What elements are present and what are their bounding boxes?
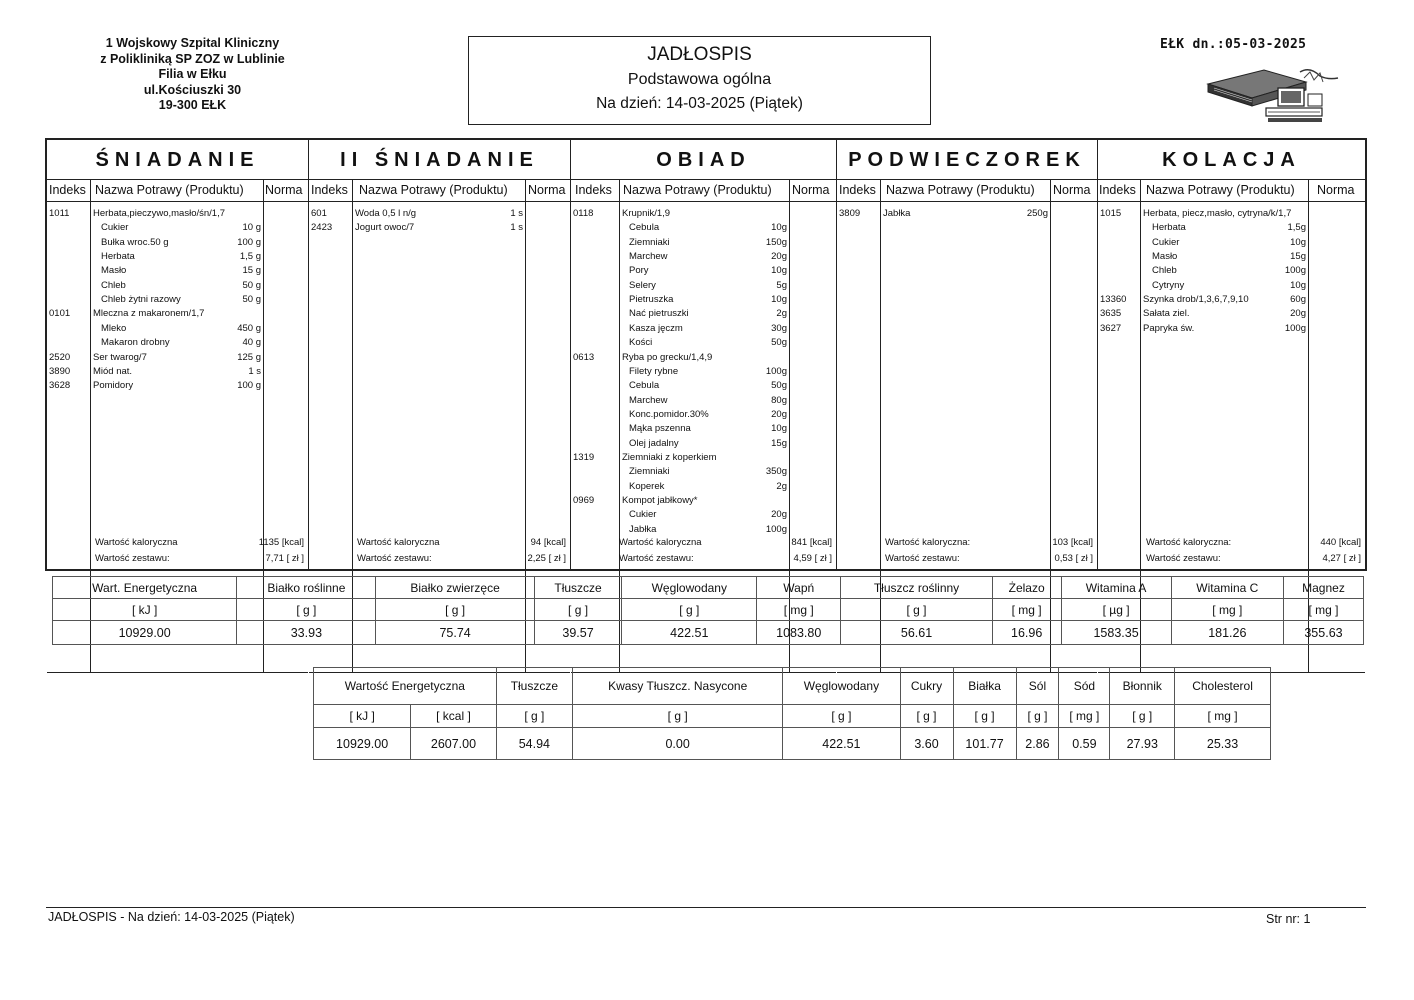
nutrient-unit: [ g ] — [1110, 705, 1175, 728]
menu-item-row — [47, 264, 308, 278]
menu-item-row — [47, 279, 308, 293]
header-name: Nazwa Potrawy (Produktu) — [95, 183, 244, 197]
nutrient-value: 33.93 — [237, 621, 376, 645]
nutrient-unit: [ mg ] — [757, 599, 841, 621]
item-index: 0101 — [49, 308, 71, 320]
nutrient-value: 56.61 — [841, 621, 992, 645]
menu-item-row — [571, 480, 836, 494]
item-norm: 15g — [1290, 251, 1306, 263]
nutrient-header: Białka — [953, 668, 1016, 705]
calorie-value-label: Wartość kaloryczna: — [885, 537, 971, 548]
item-name: Mleko — [101, 322, 127, 334]
nutrient-unit: [ mg ] — [1175, 705, 1271, 728]
item-norm: 100g — [765, 523, 787, 535]
set-cost-amount: 4,27 [ zł ] — [1322, 553, 1361, 564]
column-headers — [837, 180, 1097, 202]
item-name: Cukier — [629, 509, 657, 521]
menu-item-row — [1098, 207, 1365, 221]
item-norm: 50g — [771, 337, 787, 349]
institution-line: z Polikliniką SP ZOZ w Lublinie — [100, 51, 285, 66]
item-name: Makaron drobny — [101, 337, 170, 349]
item-norm: 10g — [1290, 236, 1306, 248]
item-norm: 50g — [771, 380, 787, 392]
item-name: Koperek — [629, 480, 665, 492]
nutrient-unit: [ mg ] — [1171, 599, 1283, 621]
calorie-value-label: Wartość kaloryczna — [619, 537, 702, 548]
nutrient-value: 355.63 — [1283, 621, 1363, 645]
set-cost-label: Wartość zestawu: — [1146, 553, 1221, 564]
menu-item-row — [1098, 322, 1365, 336]
item-norm: 1,5g — [1287, 222, 1306, 234]
nutrient-header: Błonnik — [1110, 668, 1175, 705]
item-name: Konc.pomidor.30% — [629, 408, 709, 420]
institution-line: ul.Kościuszki 30 — [143, 82, 242, 97]
column-headers — [571, 180, 836, 202]
nutrient-header: Wartość Energetyczna — [314, 668, 497, 705]
nutrient-value: 181.26 — [1171, 621, 1283, 645]
meal-title: ŚNIADANIE — [47, 140, 308, 180]
item-index: 0613 — [573, 351, 595, 363]
menu-item-row — [47, 336, 308, 350]
item-name: Herbata, piecz,masło, cytryna/k/1,7 — [1143, 208, 1292, 219]
item-index: 3890 — [49, 365, 71, 377]
item-norm: 30g — [771, 322, 787, 334]
nutrient-unit: [ mg ] — [992, 599, 1061, 621]
item-norm: 15g — [771, 437, 787, 449]
nutrient-value: 1083.80 — [757, 621, 841, 645]
set-cost — [47, 551, 308, 566]
meal-column — [571, 140, 837, 569]
item-name: Pomidory — [93, 380, 134, 392]
item-index: 1319 — [573, 451, 595, 463]
item-norm: 1 s — [510, 222, 523, 234]
calorie-value-label: Wartość kaloryczna — [357, 537, 440, 548]
nutrient-header: Witamina A — [1061, 577, 1171, 599]
calorie-value — [47, 535, 308, 550]
nutrient-value: 27.93 — [1110, 728, 1175, 760]
meal-title: OBIAD — [571, 140, 836, 180]
menu-table — [45, 138, 1367, 571]
calorie-value-amount: 440 [kcal] — [1320, 537, 1361, 548]
menu-item-row — [571, 307, 836, 321]
meal-column — [1098, 140, 1365, 569]
nutrient-header: Sól — [1016, 668, 1059, 705]
item-name: Marchew — [629, 251, 668, 263]
nutrient-value: 1583.35 — [1061, 621, 1171, 645]
item-index: 1011 — [49, 208, 70, 219]
footer-title: JADŁOSPIS - Na dzień: 14-03-2025 (Piątek) — [48, 910, 295, 924]
meal-title: PODWIECZOREK — [837, 140, 1097, 180]
item-name: Masło — [1152, 251, 1178, 263]
item-name: Chleb żytni razowy — [101, 294, 181, 306]
nutrient-header: Witamina C — [1171, 577, 1283, 599]
set-cost — [309, 551, 570, 566]
nutrient-value: 3.60 — [900, 728, 953, 760]
header-index: Indeks — [575, 183, 612, 197]
nutrient-unit: [ g ] — [573, 705, 783, 728]
set-cost-label: Wartość zestawu: — [95, 553, 170, 564]
menu-item-row — [1098, 279, 1365, 293]
set-cost — [1098, 551, 1365, 566]
nutrient-unit: [ kJ ] — [314, 705, 411, 728]
item-name: Kompot jabłkowy* — [622, 495, 698, 506]
menu-item-row — [1098, 250, 1365, 264]
item-norm: 10g — [1290, 279, 1306, 291]
place-date: EŁK dn.:05-03-2025 — [1160, 37, 1307, 52]
item-name: Kości — [629, 337, 653, 349]
set-cost-amount: 7,71 [ zł ] — [265, 553, 304, 564]
item-name: Ziemniaki z koperkiem — [622, 451, 717, 463]
item-name: Ziemniaki — [629, 236, 670, 248]
item-index: 3627 — [1100, 322, 1122, 334]
header-index: Indeks — [49, 183, 86, 197]
nutrient-unit: [ mg ] — [1059, 705, 1110, 728]
nutrient-header: Cukry — [900, 668, 953, 705]
item-index: 3809 — [839, 208, 861, 219]
column-headers — [309, 180, 570, 202]
nutrient-unit: [ kcal ] — [411, 705, 496, 728]
nutrient-unit: [ µg ] — [1061, 599, 1171, 621]
nutrient-unit: [ mg ] — [1283, 599, 1363, 621]
item-name: Herbata — [101, 251, 135, 263]
item-norm: 60g — [1290, 294, 1306, 306]
set-cost-amount: 4,59 [ zł ] — [793, 553, 832, 564]
menu-item-row — [837, 207, 1097, 221]
set-cost-label: Wartość zestawu: — [885, 553, 960, 564]
menu-item-row — [47, 307, 308, 321]
nutrient-value: 39.57 — [534, 621, 622, 645]
item-norm: 1,5 g — [239, 251, 261, 263]
set-cost-amount: 2,25 [ zł ] — [527, 553, 566, 564]
item-index: 601 — [311, 208, 327, 219]
item-norm: 2g — [776, 308, 787, 320]
item-name: Miód nat. — [93, 365, 133, 377]
item-name: Chleb — [1152, 265, 1177, 277]
nutrient-unit: [ g ] — [496, 705, 572, 728]
nutrient-header: Węglowodany — [783, 668, 900, 705]
header-norm: Norma — [528, 183, 566, 197]
menu-item-row — [47, 322, 308, 336]
page-number: Str nr: 1 — [1266, 912, 1311, 926]
nutrient-value: 422.51 — [783, 728, 900, 760]
item-name: Masło — [101, 265, 127, 277]
menu-item-row — [571, 422, 836, 436]
nutrient-value: 0.59 — [1059, 728, 1110, 760]
nutrient-header: Magnez — [1283, 577, 1363, 599]
nutrient-value: 25.33 — [1175, 728, 1271, 760]
nutrient-header: Wapń — [757, 577, 841, 599]
item-name: Szynka drob/1,3,6,7,9,10 — [1143, 294, 1249, 306]
meal-column — [309, 140, 571, 569]
menu-item-row — [47, 365, 308, 379]
item-name: Cytryny — [1152, 279, 1185, 291]
item-name: Herbata — [1152, 222, 1186, 234]
item-norm: 40 g — [242, 337, 261, 349]
menu-item-row — [1098, 236, 1365, 250]
item-norm: 100 g — [237, 236, 261, 248]
item-index: 2423 — [311, 222, 333, 234]
item-norm: 100 g — [237, 380, 261, 392]
item-index: 0118 — [573, 208, 594, 219]
header-name: Nazwa Potrawy (Produktu) — [359, 183, 508, 197]
menu-item-row — [571, 465, 836, 479]
nutrient-header: Tłuszcze — [496, 668, 572, 705]
meal-column — [47, 140, 309, 569]
menu-item-row — [1098, 264, 1365, 278]
menu-item-row — [571, 508, 836, 522]
calorie-value — [1098, 535, 1365, 550]
item-norm: 10g — [771, 423, 787, 435]
item-name: Pietruszka — [629, 294, 674, 306]
calorie-value-amount: 103 [kcal] — [1052, 537, 1093, 548]
menu-item-row — [47, 351, 308, 365]
item-norm: 450 g — [237, 322, 261, 334]
set-cost-label: Wartość zestawu: — [357, 553, 432, 564]
item-norm: 20g — [1290, 308, 1306, 320]
calorie-value — [837, 535, 1097, 550]
nutrient-header: Tłuszcze — [534, 577, 622, 599]
menu-item-row — [571, 394, 836, 408]
item-name: Ser twarog/7 — [93, 351, 147, 363]
column-headers — [47, 180, 308, 202]
institution-address — [60, 36, 325, 114]
header-norm: Norma — [1053, 183, 1091, 197]
item-name: Cukier — [101, 222, 129, 234]
nutrient-value: 101.77 — [953, 728, 1016, 760]
menu-item-row — [1098, 221, 1365, 235]
header-name: Nazwa Potrawy (Produktu) — [886, 183, 1035, 197]
nutrient-header: Żelazo — [992, 577, 1061, 599]
item-name: Cukier — [1152, 236, 1180, 248]
header-norm: Norma — [792, 183, 830, 197]
item-name: Selery — [629, 279, 656, 291]
menu-item-row — [47, 250, 308, 264]
item-name: Olej jadalny — [629, 437, 679, 449]
item-norm: 10g — [771, 265, 787, 277]
menu-item-row — [1098, 307, 1365, 321]
column-headers — [1098, 180, 1365, 202]
item-name: Mąka pszenna — [629, 423, 691, 435]
item-norm: 1 s — [510, 208, 523, 219]
menu-item-row — [571, 279, 836, 293]
item-norm: 20g — [771, 251, 787, 263]
menu-item-row — [571, 236, 836, 250]
item-name: Woda 0,5 l n/g — [355, 208, 417, 219]
item-name: Jabłka — [629, 523, 657, 535]
item-norm: 20g — [771, 509, 787, 521]
item-name: Chleb — [101, 279, 126, 291]
summary-divider — [47, 672, 308, 673]
nutrient-value: 54.94 — [496, 728, 572, 760]
nutrient-value: 422.51 — [622, 621, 757, 645]
item-norm: 5g — [776, 279, 787, 291]
nutrient-header: Węglowodany — [622, 577, 757, 599]
menu-item-row — [47, 293, 308, 307]
calorie-value-amount: 1135 [kcal] — [258, 537, 304, 548]
nutrient-unit: [ g ] — [376, 599, 534, 621]
header-index: Indeks — [1099, 183, 1136, 197]
item-name: Pory — [629, 265, 649, 277]
item-norm: 50 g — [242, 279, 261, 291]
menu-item-row — [571, 408, 836, 422]
menu-item-row — [571, 322, 836, 336]
header-name: Nazwa Potrawy (Produktu) — [623, 183, 772, 197]
item-name: Marchew — [629, 394, 668, 406]
meal-column — [837, 140, 1098, 569]
item-name: Jogurt owoc/7 — [355, 222, 415, 234]
menu-item-row — [309, 207, 570, 221]
menu-item-row — [571, 379, 836, 393]
menu-item-row — [571, 437, 836, 451]
header-index: Indeks — [839, 183, 876, 197]
item-norm: 10 g — [242, 222, 261, 234]
menu-item-row — [1098, 293, 1365, 307]
header-norm: Norma — [1317, 183, 1355, 197]
item-norm: 250g — [1026, 208, 1048, 219]
nutrient-header: Tłuszcz roślinny — [841, 577, 992, 599]
nutrient-value: 10929.00 — [53, 621, 237, 645]
calorie-value-label: Wartość kaloryczna — [95, 537, 178, 548]
item-name: Krupnik/1,9 — [622, 208, 671, 219]
nutrient-header: Białko zwierzęce — [376, 577, 534, 599]
header-index: Indeks — [311, 183, 348, 197]
book-computer-clipart-icon — [1204, 64, 1344, 126]
item-name: Nać pietruszki — [629, 308, 689, 320]
menu-item-row — [571, 250, 836, 264]
calorie-value-amount: 841 [kcal] — [791, 537, 832, 548]
item-index: 1015 — [1100, 208, 1122, 219]
item-index: 2520 — [49, 351, 71, 363]
item-norm: 2g — [776, 480, 787, 492]
nutrient-unit: [ g ] — [953, 705, 1016, 728]
item-name: Filety rybne — [629, 365, 679, 377]
item-norm: 10g — [771, 222, 787, 234]
item-norm: 100g — [1284, 265, 1306, 277]
item-name: Bułka wroc.50 g — [101, 236, 169, 248]
header-norm: Norma — [265, 183, 303, 197]
calorie-value — [571, 535, 836, 550]
nutrient-value: 0.00 — [573, 728, 783, 760]
set-cost — [571, 551, 836, 566]
calorie-value — [309, 535, 570, 550]
meal-title: KOLACJA — [1098, 140, 1365, 180]
menu-item-row — [47, 207, 308, 221]
item-norm: 100g — [765, 365, 787, 377]
nutrient-value: 2.86 — [1016, 728, 1059, 760]
meal-title: II ŚNIADANIE — [309, 140, 570, 180]
nutrient-header: Cholesterol — [1175, 668, 1271, 705]
item-norm: 125 g — [237, 351, 261, 363]
nutrient-header: Wart. Energetyczna — [53, 577, 237, 599]
nutrient-unit: [ g ] — [237, 599, 376, 621]
item-name: Sałata ziel. — [1143, 308, 1190, 320]
nutrient-unit: [ g ] — [900, 705, 953, 728]
menu-item-row — [571, 365, 836, 379]
item-name: Papryka św. — [1143, 322, 1195, 334]
menu-item-row — [571, 264, 836, 278]
nutrient-header: Kwasy Tłuszcz. Nasycone — [573, 668, 783, 705]
nutrient-unit: [ g ] — [783, 705, 900, 728]
item-norm: 50 g — [242, 294, 261, 306]
calorie-value-label: Wartość kaloryczna: — [1146, 537, 1232, 548]
title-box — [468, 36, 931, 125]
nutrient-value: 10929.00 — [314, 728, 411, 760]
diet-type: Podstawowa ogólna — [627, 71, 772, 88]
menu-item-row — [571, 494, 836, 508]
item-norm: 1 s — [248, 365, 261, 377]
institution-line: Filia w Ełku — [158, 67, 227, 81]
item-name: Ryba po grecku/1,4,9 — [622, 351, 713, 363]
item-index: 3635 — [1100, 308, 1122, 320]
item-norm: 100g — [1284, 322, 1306, 334]
nutrition-facts-table — [313, 667, 1271, 760]
calorie-value-amount: 94 [kcal] — [530, 537, 566, 548]
item-name: Kasza jęczm — [629, 322, 683, 334]
page-title: JADŁOSPIS — [647, 44, 752, 65]
menu-item-row — [47, 379, 308, 393]
menu-item-row — [571, 221, 836, 235]
nutrient-unit: [ g ] — [534, 599, 622, 621]
menu-item-row — [571, 207, 836, 221]
item-norm: 15 g — [242, 265, 261, 277]
menu-item-row — [309, 221, 570, 235]
item-name: Ziemniaki — [629, 466, 670, 478]
institution-line: 1 Wojskowy Szpital Kliniczny — [105, 36, 280, 50]
nutrient-header: Białko roślinne — [237, 577, 376, 599]
set-cost — [837, 551, 1097, 566]
nutrient-unit: [ kJ ] — [53, 599, 237, 621]
item-norm: 10g — [771, 294, 787, 306]
nutrient-unit: [ g ] — [622, 599, 757, 621]
menu-item-row — [571, 351, 836, 365]
nutrient-summary-table — [52, 576, 1364, 645]
item-norm: 80g — [771, 394, 787, 406]
item-index: 0969 — [573, 495, 595, 506]
item-name: Jabłka — [883, 208, 911, 219]
header-name: Nazwa Potrawy (Produktu) — [1146, 183, 1295, 197]
item-norm: 350g — [765, 466, 787, 478]
set-cost-amount: 0,53 [ zł ] — [1054, 553, 1093, 564]
menu-date: Na dzień: 14-03-2025 (Piątek) — [596, 95, 803, 112]
institution-line: 19-300 EŁK — [158, 98, 227, 112]
menu-item-row — [571, 451, 836, 465]
set-cost-label: Wartość zestawu: — [619, 553, 694, 564]
nutrient-value: 16.96 — [992, 621, 1061, 645]
item-name: Cebula — [629, 222, 660, 234]
menu-item-row — [47, 236, 308, 250]
item-index: 3628 — [49, 380, 71, 392]
menu-item-row — [571, 336, 836, 350]
item-norm: 150g — [765, 236, 787, 248]
item-index: 13360 — [1100, 294, 1127, 306]
menu-item-row — [47, 221, 308, 235]
menu-item-row — [571, 293, 836, 307]
item-name: Mleczna z makaronem/1,7 — [93, 308, 205, 320]
item-name: Herbata,pieczywo,masło/śn/1,7 — [93, 208, 226, 219]
nutrient-unit: [ g ] — [1016, 705, 1059, 728]
footer-divider — [46, 907, 1366, 908]
nutrient-value: 2607.00 — [411, 728, 496, 760]
nutrient-header: Sód — [1059, 668, 1110, 705]
item-norm: 20g — [771, 408, 787, 420]
nutrient-unit: [ g ] — [841, 599, 992, 621]
nutrient-value: 75.74 — [376, 621, 534, 645]
item-name: Cebula — [629, 380, 660, 392]
